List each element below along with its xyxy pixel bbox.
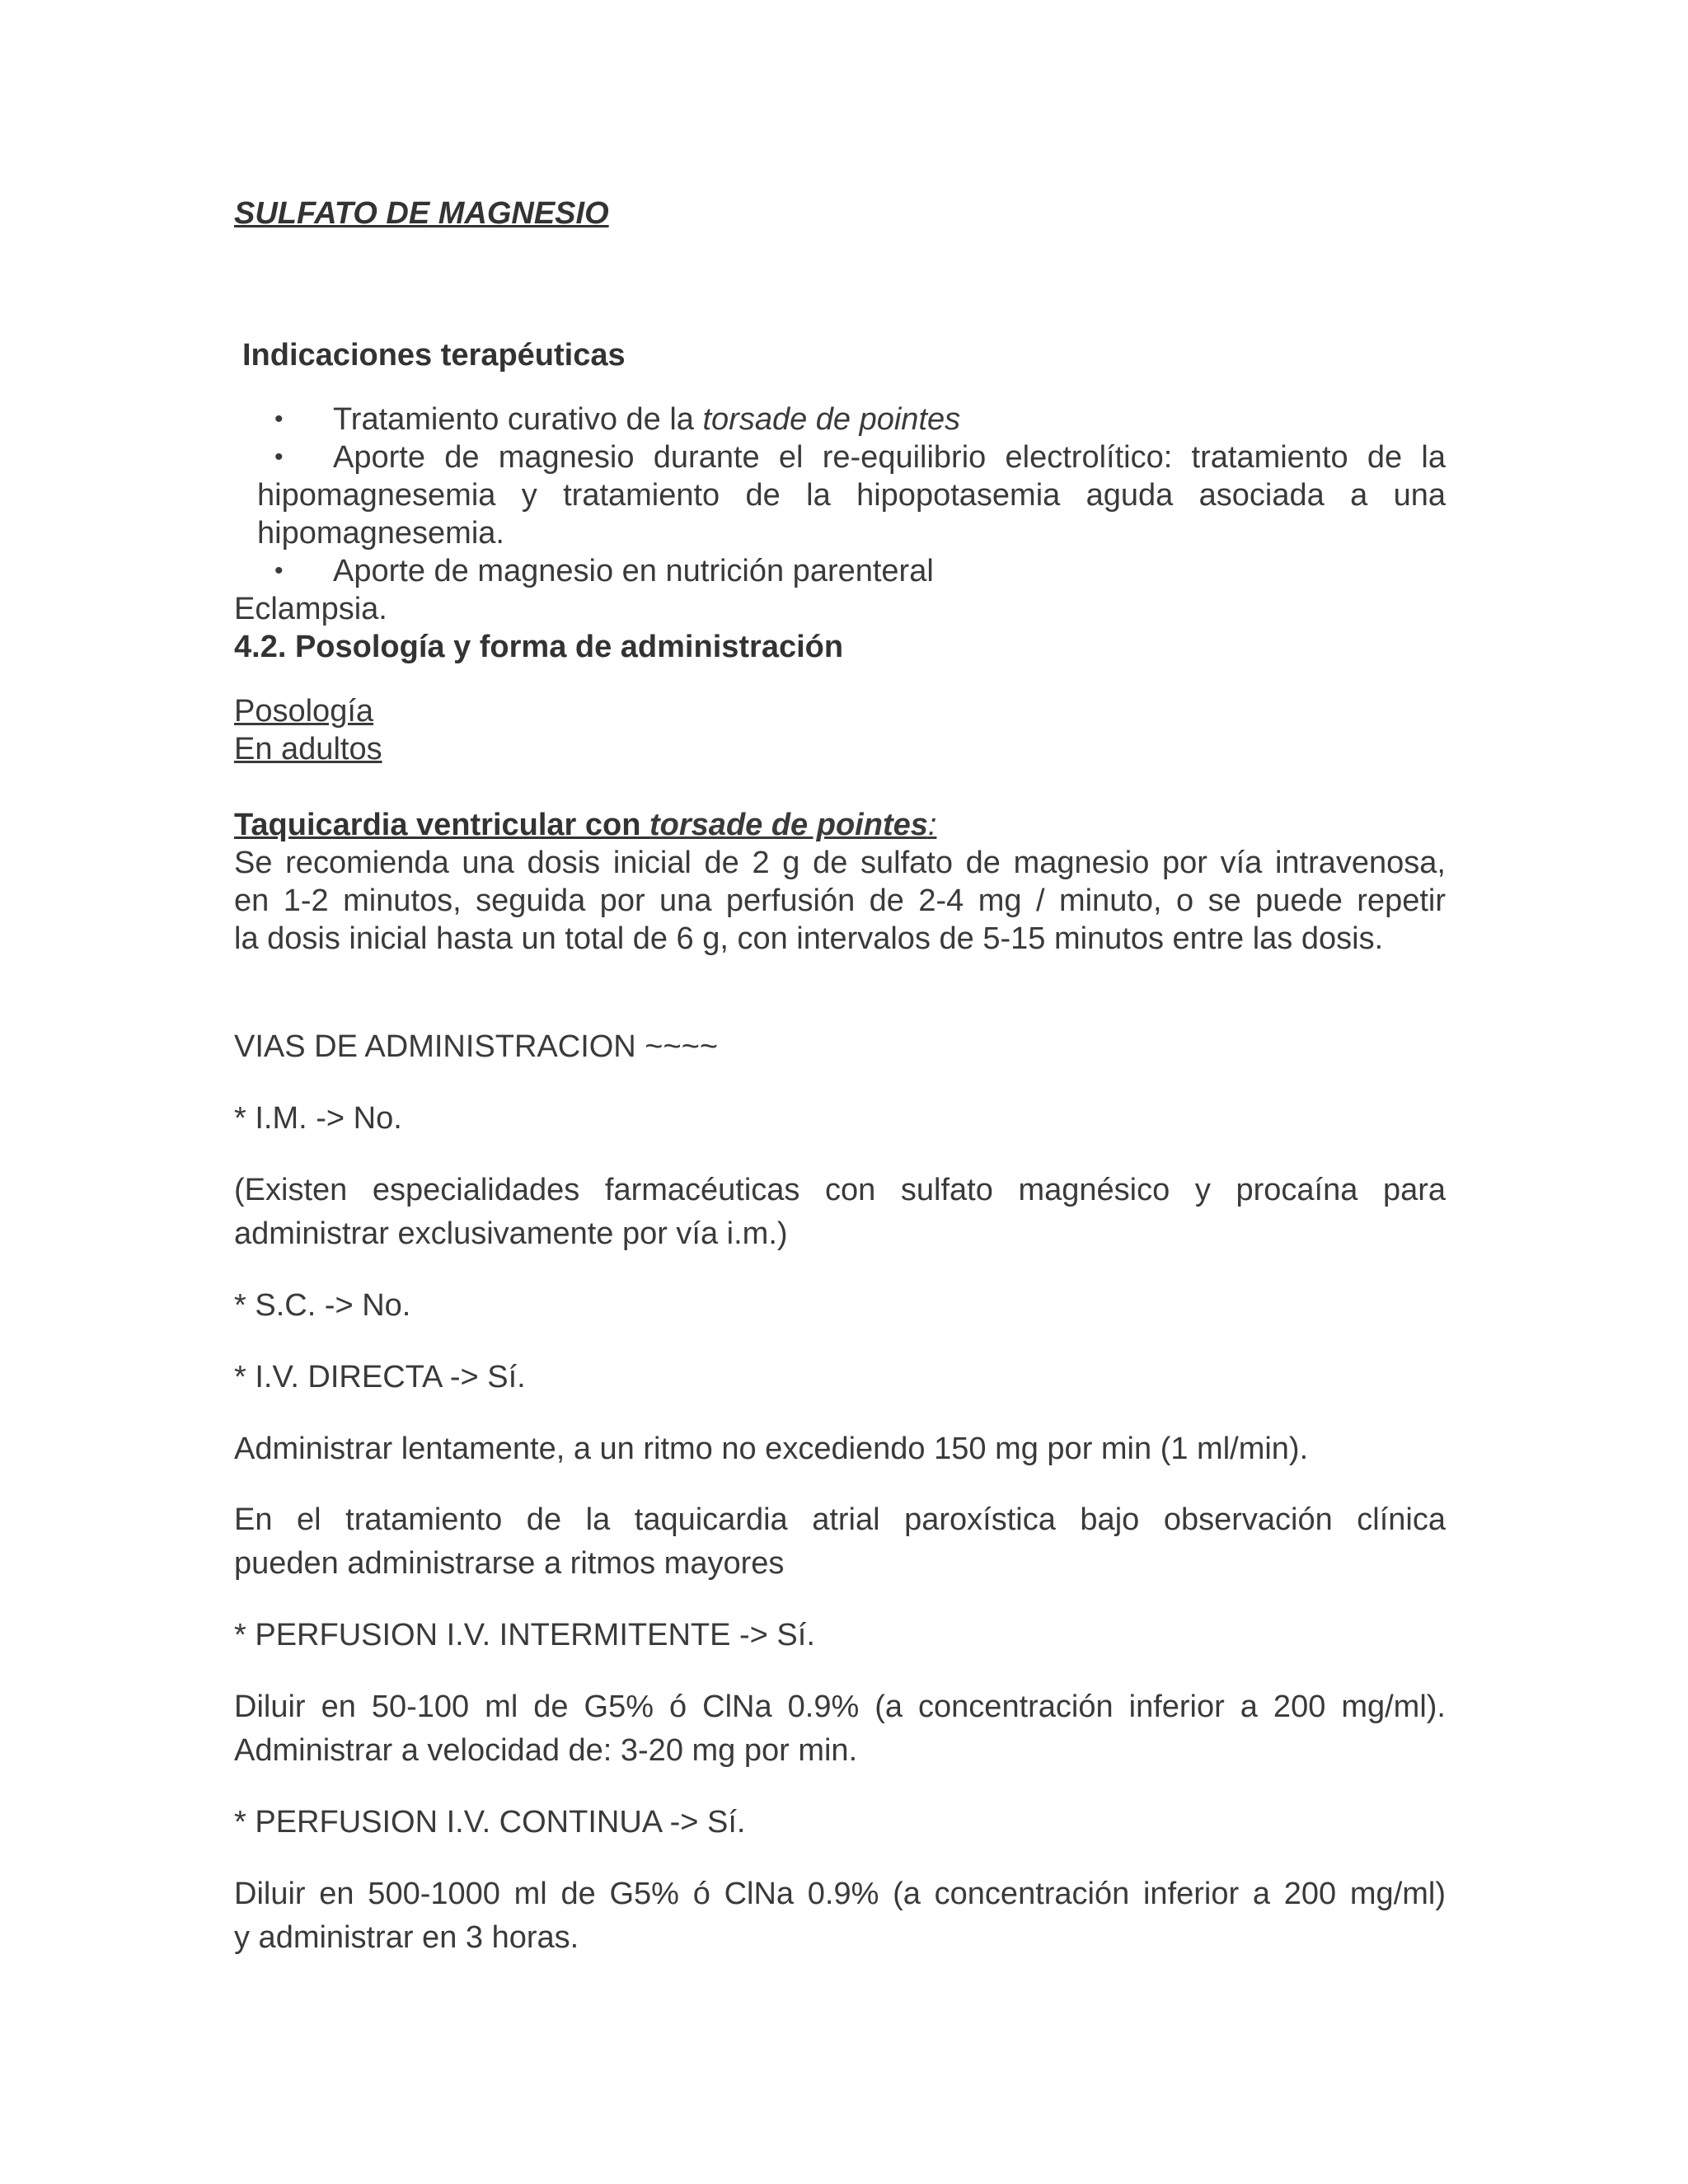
eclampsia-text: Eclampsia. bbox=[234, 592, 387, 626]
bullet-1-italic: torsade de pointes bbox=[702, 402, 961, 437]
taqui-atrial-line-1: En el tratamiento de la taquicardia atrial paroxística bajo observación clínica bbox=[234, 1502, 1446, 1537]
vias-iv-directa: * I.V. DIRECTA -> Sí. bbox=[234, 1360, 526, 1394]
dosis-line-2: en 1-2 minutos, seguida por una perfusión de 2-4 mg / minuto, o se puede repetir bbox=[234, 883, 1446, 918]
perf-cont-line-1: Diluir en 500-1000 ml de G5% ó ClNa 0.9% (a concentración inferior a 200 mg/ml) bbox=[234, 1877, 1446, 1911]
posologia-heading: 4.2. Posología y forma de administración bbox=[234, 630, 844, 664]
bullet-item-2-line-1: Aporte de magnesio durante el re-equilibrio electrolítico: tratamiento de la bbox=[333, 440, 1446, 475]
taquicardia-italic: torsade de pointes bbox=[649, 808, 928, 842]
im-note-line-2: administrar exclusivamente por vía i.m.) bbox=[234, 1216, 788, 1251]
vias-im: * I.M. -> No. bbox=[234, 1101, 402, 1136]
vias-heading: VIAS DE ADMINISTRACION ~~~~ bbox=[234, 1029, 719, 1064]
perf-inter-line-1: Diluir en 50-100 ml de G5% ó ClNa 0.9% (a concentración inferior a 200 mg/ml). bbox=[234, 1690, 1446, 1724]
bullet-icon: • bbox=[274, 557, 284, 584]
bullet-icon: • bbox=[274, 405, 284, 433]
document-title: SULFATO DE MAGNESIO bbox=[234, 196, 609, 231]
adultos-subheading: En adultos bbox=[234, 732, 382, 766]
bullet-icon: • bbox=[274, 443, 284, 471]
dosis-line-1: Se recomienda una dosis inicial de 2 g de sulfato de magnesio por vía intravenosa, bbox=[234, 846, 1446, 880]
bullet-item-3: Aporte de magnesio en nutrición parenteral bbox=[333, 554, 934, 588]
taquicardia-colon: : bbox=[927, 808, 937, 842]
taquicardia-heading bbox=[234, 809, 936, 841]
vias-perf-continua: * PERFUSION I.V. CONTINUA -> Sí. bbox=[234, 1805, 746, 1840]
im-note-line-1: (Existen especialidades farmacéuticas con sulfato magnésico y procaína para bbox=[234, 1173, 1446, 1207]
dosis-line-3: la dosis inicial hasta un total de 6 g, con intervalos de 5-15 minutos entre las dosis. bbox=[234, 921, 1384, 956]
indicaciones-heading: Indicaciones terapéuticas bbox=[242, 338, 626, 373]
taqui-atrial-line-2: pueden administrarse a ritmos mayores bbox=[234, 1546, 785, 1581]
bullet-item-2-line-2: hipomagnesemia y tratamiento de la hipopotasemia aguda asociada a una bbox=[257, 478, 1446, 513]
perf-cont-line-2: y administrar en 3 horas. bbox=[234, 1920, 579, 1955]
perf-inter-line-2: Administrar a velocidad de: 3-20 mg por min. bbox=[234, 1733, 858, 1768]
posologia-subheading: Posología bbox=[234, 694, 374, 729]
vias-perf-intermitente: * PERFUSION I.V. INTERMITENTE -> Sí. bbox=[234, 1618, 815, 1652]
bullet-1-text: Tratamiento curativo de la bbox=[333, 402, 703, 437]
bullet-item-2-line-3: hipomagnesemia. bbox=[257, 516, 504, 551]
bullet-item-1 bbox=[333, 404, 1446, 435]
iv-directa-note: Administrar lentamente, a un ritmo no excediendo 150 mg por min (1 ml/min). bbox=[234, 1432, 1309, 1466]
taquicardia-bold: Taquicardia ventricular con bbox=[234, 808, 650, 842]
vias-sc: * S.C. -> No. bbox=[234, 1288, 411, 1323]
